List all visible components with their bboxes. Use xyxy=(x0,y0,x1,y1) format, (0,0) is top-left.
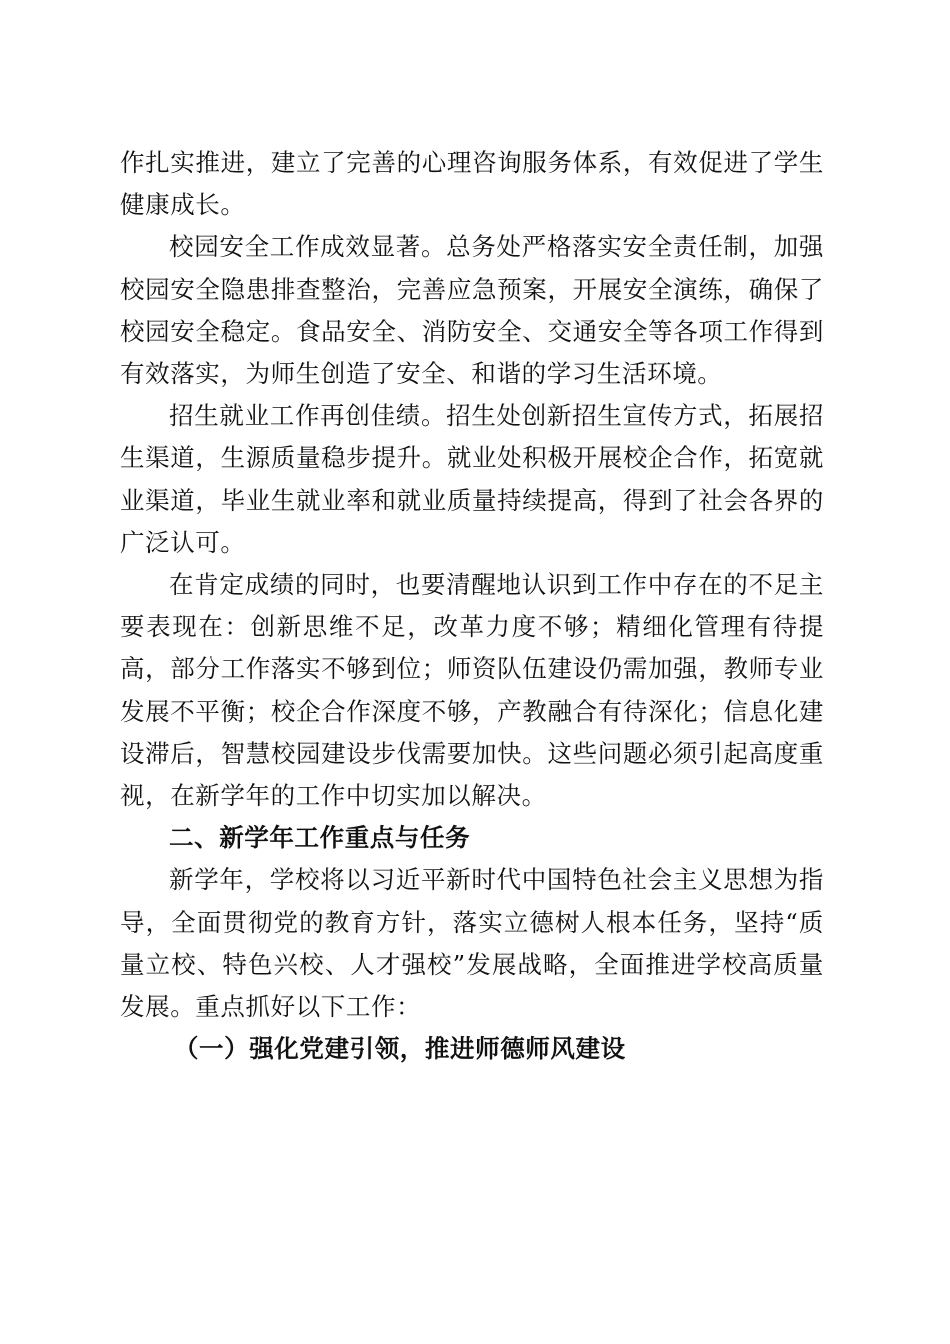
paragraph-campus-safety: 校园安全工作成效显著。总务处严格落实安全责任制，加强校园安全隐患排查整治，完善应急预案，开展安全演练，确保了校园安全稳定。食品安全、消防安全、交通安全等各项工作得到有效落实，为师生创造了安全、和谐的学习生活环境。 xyxy=(120,232,824,389)
paragraph-enrollment-employment: 招生就业工作再创佳绩。招生处创新招生宣传方式，拓展招生渠道，生源质量稳步提升。就业处积极开展校企合作，拓宽就业渠道，毕业生就业率和就业质量持续提高，得到了社会各界的广泛认可。 xyxy=(120,401,824,557)
document-body xyxy=(120,142,824,1070)
paragraph-new-year-plan: 新学年，学校将以习近平新时代中国特色社会主义思想为指导，全面贯彻党的教育方针，落实立德树人根本任务，坚持“质量立校、特色兴校、人才强校”发展战略，全面推进学校高质量发展。重点抓好以下工作： xyxy=(120,865,824,1022)
section-heading: 二、新学年工作重点与任务 xyxy=(169,823,471,853)
subsection-heading: （一）强化党建引领，推进师德师风建设 xyxy=(173,1034,626,1064)
paragraph-continuation: 作扎实推进，建立了完善的心理咨询服务体系，有效促进了学生健康成长。 xyxy=(120,148,824,220)
paragraph-shortcomings: 在肯定成绩的同时，也要清醒地认识到工作中存在的不足主要表现在：创新思维不足，改革力度不够；精细化管理有待提高，部分工作落实不够到位；师资队伍建设仍需加强，教师专业发展不平衡；校企合作深度不够，产教融合有待深化；信息化建设滞后，智慧校园建设步伐需要加快。这些问题必须引起高度重视，在新学年的工作中切实加以解决。 xyxy=(120,570,824,811)
